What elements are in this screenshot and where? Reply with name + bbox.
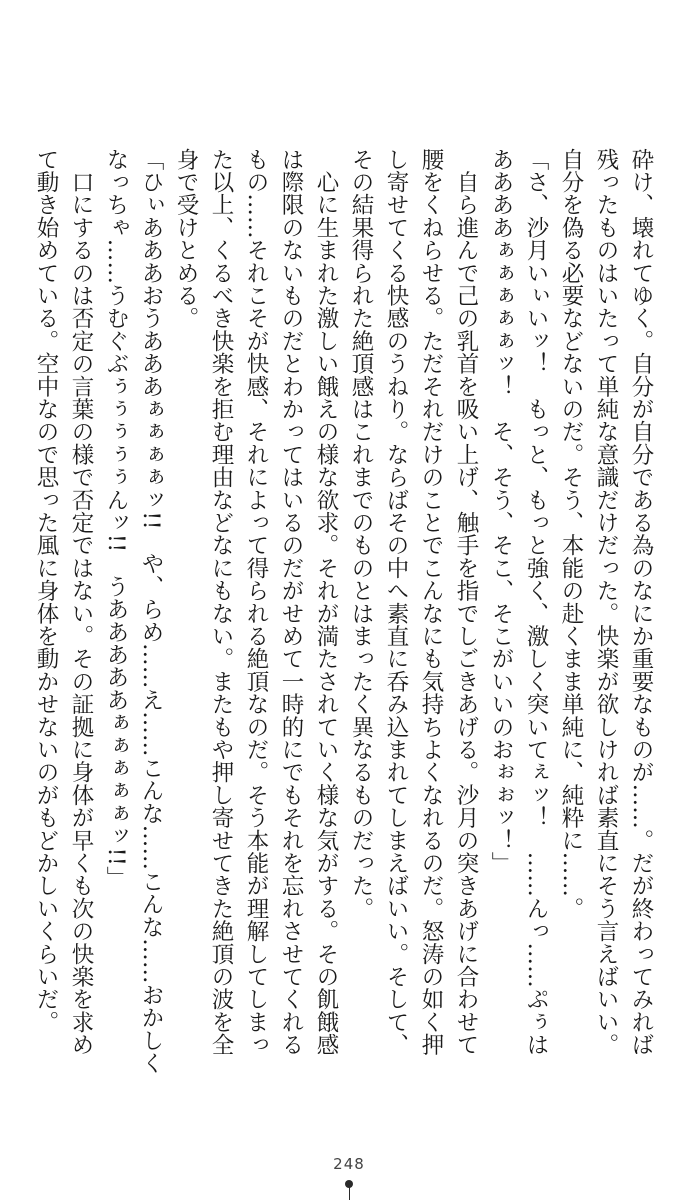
paragraph-3: 自ら進んで己の乳首を吸い上げ、触手を指でしごきあげる。沙月の突きあげに合わせて腰をくねらせる。ただそれだけのことでこんなにも気持ちよくなれるのだ。怒涛の如く押し寄せてくる快感のうねり。ならばその中へ素直に呑み込まれてしまえばいい。そして、その結果得られた絶頂感はこれまでのものとはまったく異なるものだった。 [348, 148, 479, 1056]
paragraph-4: 心に生まれた激しい餓えの様な欲求。それが満たされていく様な気がする。その飢餓感は際限のないものだとわかってはいるのだがせめて一時的にでもそれを忘れさせてくれるもの……それこそが快感、それによって得られる絶頂なのだ。そう本能が理解してしまった以上、くるべき快楽を拒む理由などなにもない。またもや押し寄せてきた絶頂の波を全身で受けとめる。 [173, 148, 339, 1056]
vertical-text-body [33, 148, 658, 1078]
page-number: 248 [333, 1155, 365, 1173]
paragraph-5-dialogue: 「ひぃあああおうあああぁぁぁぁッ!! や、らめ……え……こんな……こんな……おかしくなっちゃ……うむぐぶぅぅぅぅぅんッ!! うあああああぁぁぁぁぁッ!!」 [103, 148, 164, 1075]
paragraph-1: 砕け、壊れてゆく。自分が自分である為のなにか重要なものが……。だが終わってみれば残ったものはいたって単純な意識だけだった。快楽が欲しければ素直にそう言えばいい。自分を偽る必要などないのだ。そう、本能の赴くまま単純に、純粋に……。 [558, 148, 654, 1056]
page-dot-stem-ornament [349, 1187, 350, 1200]
paragraph-2-dialogue: 「さ、沙月いぃいッ！ もっと、もっと強く、激しく突いてぇッ！ ……んっ……ぷぅはああああぁぁぁぁぁッ！ そ、そう、そこ、そこがいいのおぉぉッ！」 [488, 148, 549, 1056]
paragraph-6: 口にするのは否定の言葉の様で否定ではない。その証拠に身体が早くも次の快楽を求めて動き始めている。空中なので思った風に身体を動かせないのがもどかしいくらいだ。 [33, 148, 94, 1057]
